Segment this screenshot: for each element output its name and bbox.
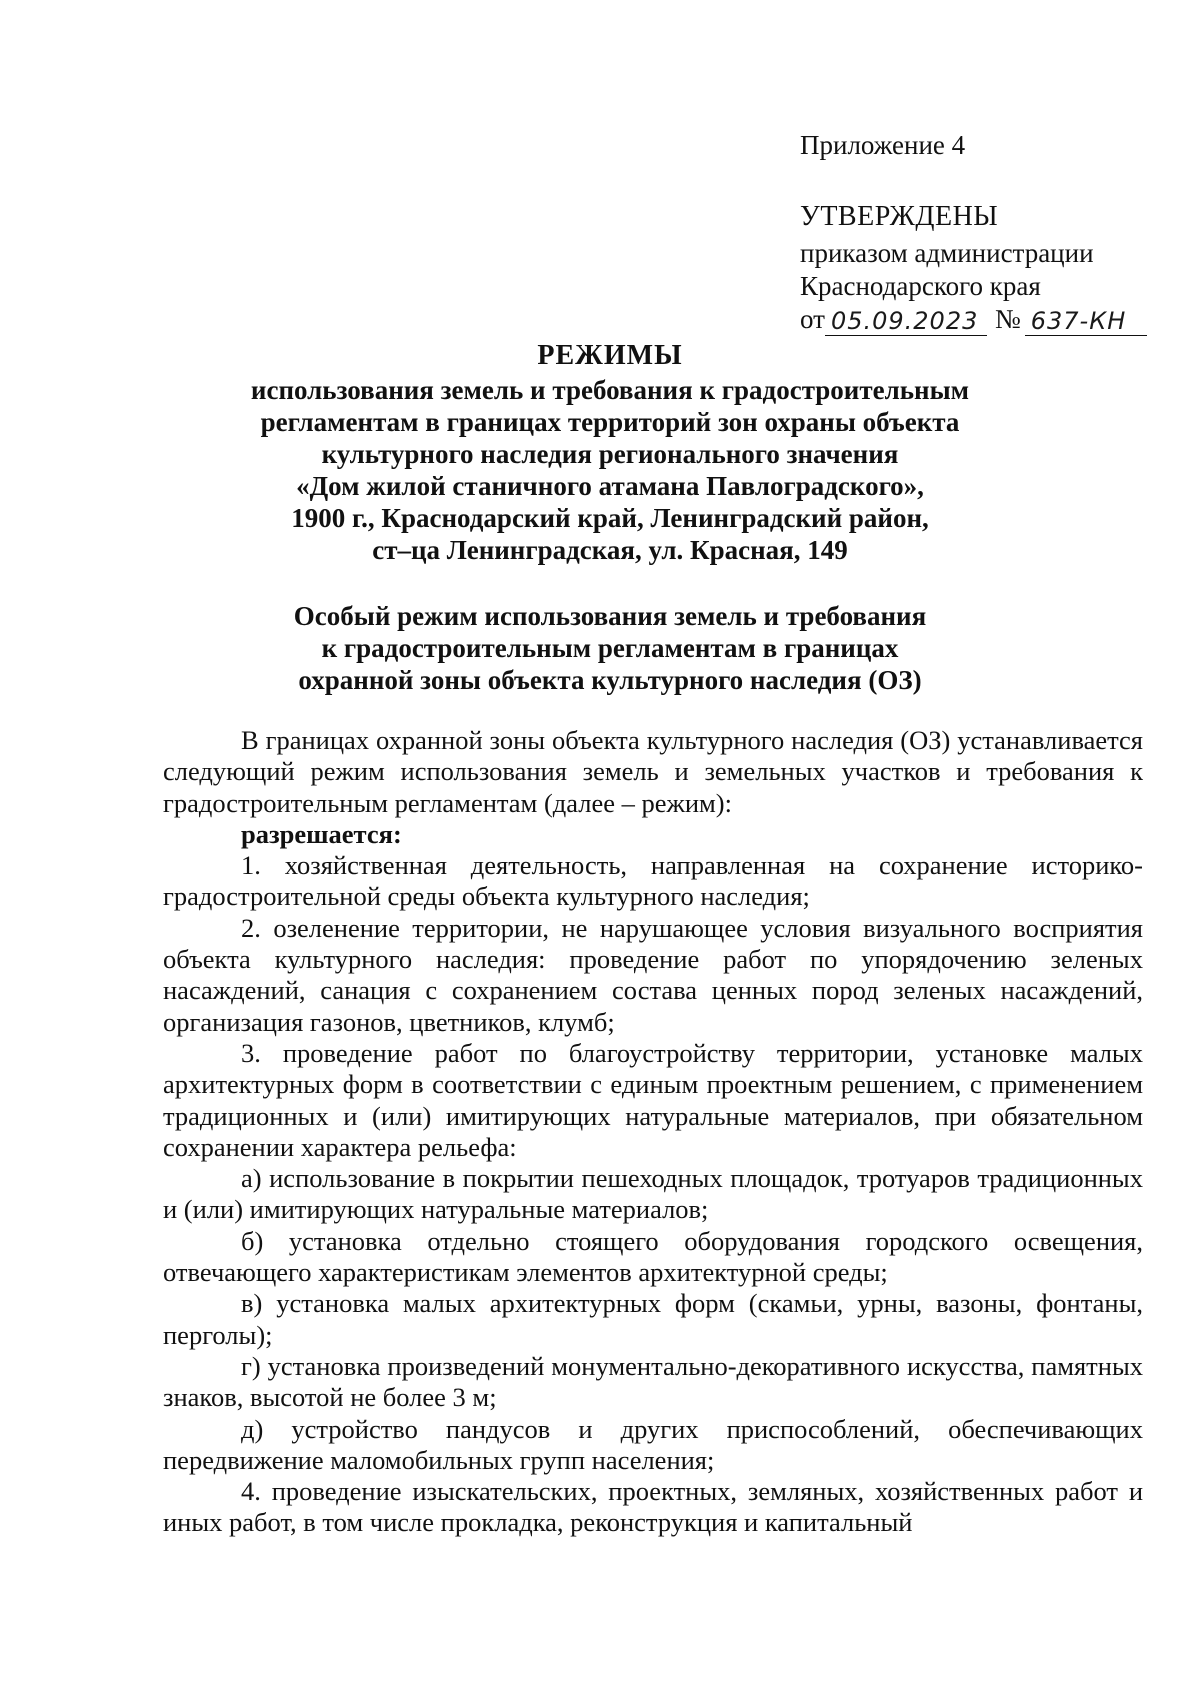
- handwritten-number: 637-КН: [1025, 307, 1147, 336]
- list-item: 4. проведение изыскательских, проектных, земляных, хозяйственных работ и иных работ, в том числе прокладка, реконструкция и капитальный: [163, 1476, 1143, 1538]
- sub-item: в) установка малых архитектурных форм (скамьи, урны, вазоны, фонтаны, перголы);: [163, 1288, 1143, 1350]
- sub-item: г) установка произведений монументально-декоративного искусства, памятных знаков, высотой не более 3 м;: [163, 1350, 1143, 1413]
- heading-line: к градостроительным регламентам в границах: [321, 633, 899, 663]
- sub-item: б) установка отдельно стоящего оборудования городского освещения, отвечающего характеристикам элементов архитектурной среды;: [163, 1225, 1143, 1288]
- order-date-number-line: [800, 303, 1147, 336]
- heading-line: Особый режим использования земель и требования: [293, 601, 927, 631]
- title-line: регламентам в границах территорий зон охраны объекта: [260, 407, 960, 437]
- title-line: использования земель и требования к градостроительным: [250, 375, 970, 405]
- approved-title: УТВЕРЖДЕНЫ: [800, 201, 999, 232]
- appendix-label: Приложение 4: [800, 130, 966, 160]
- from-label: от: [800, 304, 825, 334]
- approved-line-1: приказом администрации: [800, 238, 1094, 268]
- title-line: 1900 г., Краснодарский край, Ленинградский район,: [291, 503, 929, 533]
- heading-line: охранной зоны объекта культурного наследия (ОЗ): [298, 665, 922, 695]
- approved-line-2: Краснодарского края: [800, 271, 1041, 301]
- title-line: ст–ца Ленинградская, ул. Красная, 149: [372, 535, 848, 565]
- list-item: 2. озеленение территории, не нарушающее условия визуального восприятия объекта культурного наследия: проведение работ по упорядочению зеленых насаждений, санация с сохранением состава ценных пород зеленых насаждений, организация газонов, цветников, клумб;: [163, 912, 1143, 1037]
- section-heading: [160, 600, 1060, 696]
- approval-block: [800, 200, 1147, 336]
- sub-item: д) устройство пандусов и других приспособлений, обеспечивающих передвижение маломобильных групп населения;: [163, 1413, 1143, 1475]
- list-item: 1. хозяйственная деятельность, направленная на сохранение историко-градостроительной среды объекта культурного наследия;: [163, 850, 1143, 912]
- title-main: РЕЖИМЫ: [537, 340, 683, 371]
- title-line: «Дом жилой станичного атамана Павлоградского»,: [296, 471, 924, 501]
- handwritten-date: 05.09.2023: [825, 307, 987, 336]
- permitted-label: разрешается:: [241, 818, 402, 849]
- title-line: культурного наследия регионального значения: [321, 439, 899, 469]
- number-label: №: [994, 304, 1021, 334]
- list-item: 3. проведение работ по благоустройству территории, установке малых архитектурных форм в соответствии с единым проектным решением, с применением традиционных и (или) имитирующих натуральные материалов, при обязательном сохранении характера рельефа:: [163, 1037, 1143, 1162]
- intro-paragraph: В границах охранной зоны объекта культурного наследия (ОЗ) устанавливается следующий режим использования земель и земельных участков и требования к градостроительным регламентам (далее – режим):: [163, 725, 1143, 818]
- sub-item: а) использование в покрытии пешеходных площадок, тротуаров традиционных и (или) имитирующих натуральные материалов;: [163, 1163, 1143, 1225]
- document-title: [160, 340, 1060, 566]
- document-body: [163, 725, 1143, 1539]
